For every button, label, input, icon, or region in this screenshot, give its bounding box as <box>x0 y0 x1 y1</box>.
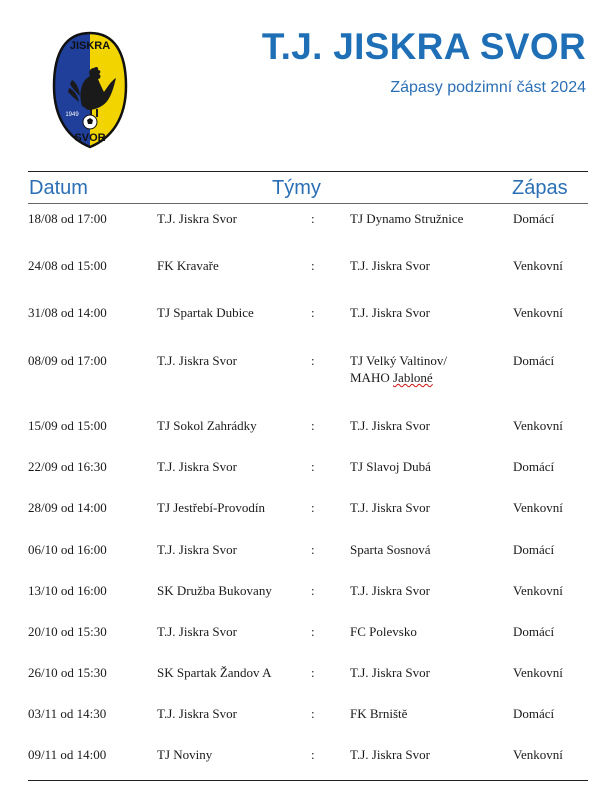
match-date: 22/09 od 16:30 <box>28 459 107 474</box>
away-team: T.J. Jiskra Svor <box>350 583 430 598</box>
match-date: 15/09 od 15:00 <box>28 418 107 433</box>
home-team: T.J. Jiskra Svor <box>157 211 237 226</box>
match-type: Domácí <box>513 542 555 557</box>
team-separator: : <box>311 353 315 368</box>
team-separator: : <box>311 624 315 639</box>
team-separator: : <box>311 706 315 721</box>
away-team: TJ Slavoj Dubá <box>350 459 431 474</box>
match-date: 24/08 od 15:00 <box>28 258 107 273</box>
page-title: T.J. JISKRA SVOR <box>261 26 586 67</box>
away-team: T.J. Jiskra Svor <box>350 305 430 320</box>
column-header-date: Datum <box>29 177 88 199</box>
away-team-line2 <box>350 369 433 386</box>
match-date: 06/10 od 16:00 <box>28 542 107 557</box>
column-header-teams: Týmy <box>272 177 321 199</box>
away-team: T.J. Jiskra Svor <box>350 747 430 762</box>
match-type: Domácí <box>513 211 555 226</box>
match-type: Venkovní <box>513 747 563 762</box>
team-separator: : <box>311 418 315 433</box>
away-team: T.J. Jiskra Svor <box>350 258 430 273</box>
home-team: T.J. Jiskra Svor <box>157 624 237 639</box>
match-date: 08/09 od 17:00 <box>28 353 107 368</box>
home-team: SK Družba Bukovany <box>157 583 272 598</box>
team-separator: : <box>311 500 315 515</box>
match-date: 03/11 od 14:30 <box>28 706 107 721</box>
logo-year: 1949 <box>65 112 79 118</box>
home-team: TJ Jestřebí-Provodín <box>157 500 265 515</box>
team-separator: : <box>311 459 315 474</box>
match-date: 31/08 od 14:00 <box>28 305 107 320</box>
away-team: FC Polevsko <box>350 624 417 639</box>
logo-bottom-text: SVOR <box>74 132 106 144</box>
match-date: 09/11 od 14:00 <box>28 747 107 762</box>
team-separator: : <box>311 542 315 557</box>
home-team: T.J. Jiskra Svor <box>157 459 237 474</box>
match-date: 20/10 od 15:30 <box>28 624 107 639</box>
match-date: 28/09 od 14:00 <box>28 500 107 515</box>
away-team-line2-a: MAHO <box>350 370 393 385</box>
match-type: Venkovní <box>513 665 563 680</box>
away-team: T.J. Jiskra Svor <box>350 418 430 433</box>
away-team: T.J. Jiskra Svor <box>350 500 430 515</box>
match-date: 26/10 od 15:30 <box>28 665 107 680</box>
match-type: Venkovní <box>513 500 563 515</box>
team-separator: : <box>311 583 315 598</box>
column-header-match: Zápas <box>512 177 568 199</box>
club-logo <box>52 30 128 150</box>
home-team: FK Kravaře <box>157 258 219 273</box>
team-separator: : <box>311 665 315 680</box>
top-divider <box>28 171 588 172</box>
match-type: Venkovní <box>513 583 563 598</box>
home-team: SK Spartak Žandov A <box>157 665 272 680</box>
away-team: TJ Velký Valtinov/ <box>350 353 448 368</box>
match-type: Venkovní <box>513 258 563 273</box>
match-date: 18/08 od 17:00 <box>28 211 107 226</box>
away-team: FK Brniště <box>350 706 408 721</box>
home-team: T.J. Jiskra Svor <box>157 706 237 721</box>
match-type: Domácí <box>513 624 555 639</box>
home-team: TJ Spartak Dubice <box>157 305 254 320</box>
home-team: T.J. Jiskra Svor <box>157 353 237 368</box>
ball-icon <box>83 115 97 129</box>
match-date: 13/10 od 16:00 <box>28 583 107 598</box>
home-team: T.J. Jiskra Svor <box>157 542 237 557</box>
home-team: TJ Sokol Zahrádky <box>157 418 257 433</box>
page-subtitle: Zápasy podzimní část 2024 <box>390 79 586 96</box>
away-team: Sparta Sosnová <box>350 542 431 557</box>
team-separator: : <box>311 305 315 320</box>
match-type: Venkovní <box>513 305 563 320</box>
bottom-divider <box>28 780 588 781</box>
away-team-line2-b: Jabloné <box>392 370 433 385</box>
match-type: Domácí <box>513 706 555 721</box>
logo-top-text: JISKRA <box>69 40 111 52</box>
away-team: TJ Dynamo Stružnice <box>350 211 464 226</box>
header-divider <box>28 203 588 204</box>
match-type: Domácí <box>513 459 555 474</box>
team-separator: : <box>311 258 315 273</box>
match-type: Venkovní <box>513 418 563 433</box>
team-separator: : <box>311 211 315 226</box>
away-team: T.J. Jiskra Svor <box>350 665 430 680</box>
team-separator: : <box>311 747 315 762</box>
match-type: Domácí <box>513 353 555 368</box>
home-team: TJ Noviny <box>157 747 213 762</box>
